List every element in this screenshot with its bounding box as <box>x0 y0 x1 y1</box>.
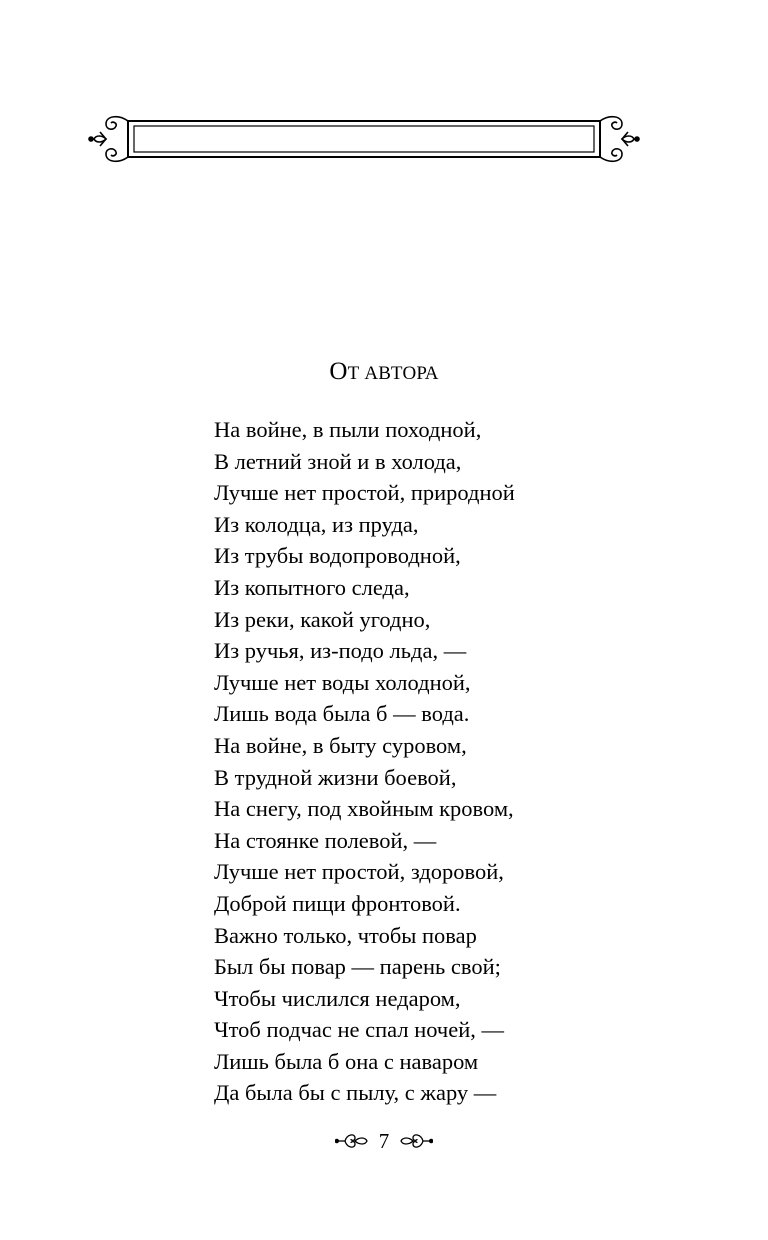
header-ornament-frame-icon <box>88 112 640 166</box>
right-flourish-icon <box>399 1130 433 1152</box>
poem-line: В трудной жизни боевой, <box>214 764 457 790</box>
poem-line: На войне, в пыли походной, <box>214 417 482 442</box>
poem <box>214 414 515 1109</box>
chapter-title <box>0 356 768 390</box>
poem-line: Из реки, какой угодно, <box>214 606 431 632</box>
poem-line: Чтобы числился недаром, <box>214 985 461 1011</box>
poem-line: Был бы повар — парень свой; <box>214 954 501 980</box>
poem-line: Да была бы с пылу, с жару — <box>214 1080 497 1106</box>
left-flourish-icon <box>335 1130 369 1152</box>
page-number: 7 <box>378 1129 390 1153</box>
poem-line: Лучше нет простой, природной <box>214 480 515 506</box>
poem-line: Важно только, чтобы повар <box>214 922 477 948</box>
poem-line: В летний зной и в холода, <box>214 448 462 474</box>
poem-line: Из трубы водопроводной, <box>214 543 461 569</box>
poem-line: Доброй пищи фронтовой. <box>214 890 461 916</box>
poem-line: Из ручья, из-подо льда, — <box>214 638 467 664</box>
poem-line: Из колодца, из пруда, <box>214 511 419 537</box>
poem-line: На снегу, под хвойным кровом, <box>214 796 514 822</box>
poem-line: На стоянке полевой, — <box>214 827 437 853</box>
poem-line: Лишь была б она с наваром <box>214 1048 479 1074</box>
poem-line: Чтоб подчас не спал ночей, — <box>214 1017 505 1043</box>
poem-line: Лучше нет воды холодной, <box>214 669 471 695</box>
poem-line: Лишь вода была б — вода. <box>214 701 470 727</box>
page-footer <box>0 1126 768 1156</box>
chapter-title-cap: О <box>329 358 348 385</box>
poem-line: Лучше нет простой, здоровой, <box>214 859 504 885</box>
poem-line: На войне, в быту суровом, <box>214 732 467 758</box>
poem-line: Из копытного следа, <box>214 574 410 600</box>
chapter-title-rest: Т АВТОРА <box>347 363 439 384</box>
